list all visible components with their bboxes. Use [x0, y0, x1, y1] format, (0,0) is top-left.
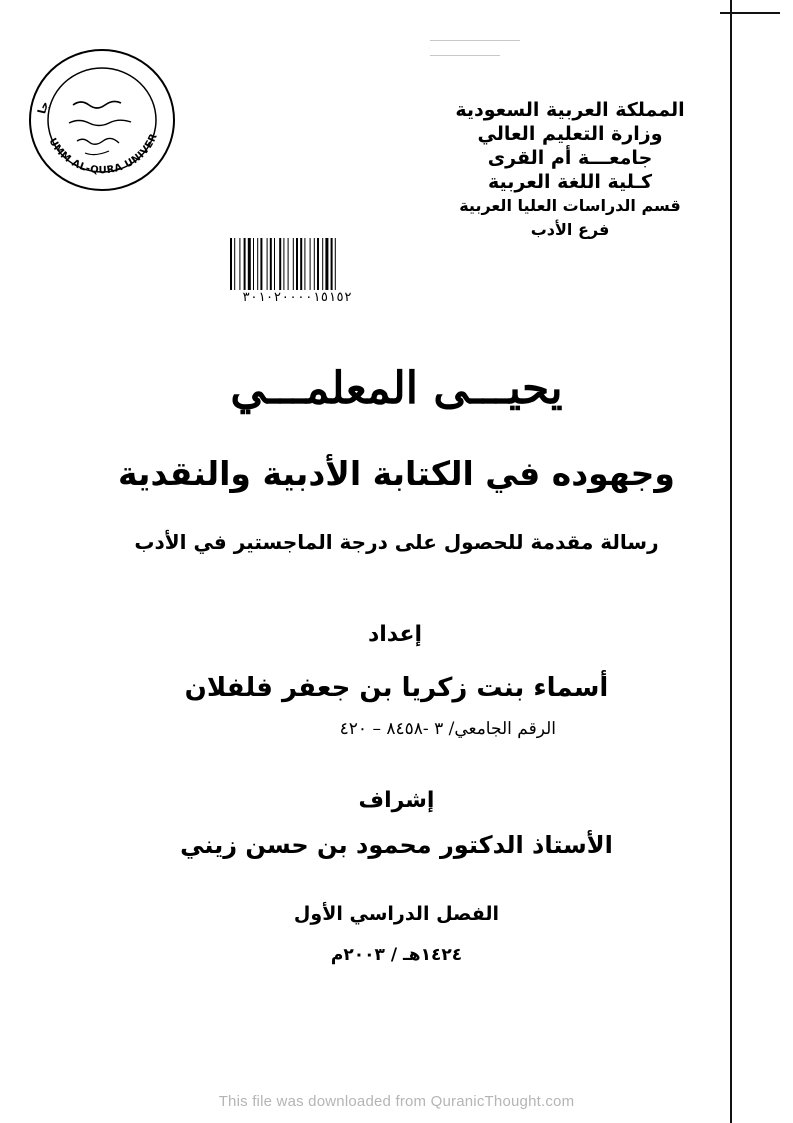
header-line-department: قسم الدراسات العليا العربية: [459, 196, 681, 215]
prepared-by-label: إعداد: [367, 622, 423, 647]
scan-artifact: [430, 55, 500, 56]
page-edge-tick: [720, 12, 780, 14]
barcode-number: ٣٠١٠٢٠٠٠٠١٥١٥٢: [242, 290, 352, 305]
barcode-bar: [325, 238, 328, 290]
barcode-bar: [335, 238, 336, 290]
header-line-university: جامعـــة أم القرى: [487, 147, 653, 169]
barcode-bar: [257, 238, 258, 290]
barcode-bar: [260, 238, 262, 290]
barcode-bar: [234, 238, 235, 290]
thesis-title: يحيـــى المعلمـــي: [230, 363, 563, 414]
barcode-bar: [248, 238, 251, 290]
svg-text:جامعة أم القرى مكة المكرمة: [25, 45, 52, 115]
seal-latin-text: UMM AL-QURA UNIVER: [46, 131, 160, 177]
thesis-subtitle: وجهوده في الكتابة الأدبية والنقدية: [118, 454, 675, 493]
barcode-bar: [300, 238, 302, 290]
thesis-purpose: رسالة مقدمة للحصول على درجة الماجستير في الأدب: [134, 530, 659, 554]
barcode-bar: [267, 238, 268, 290]
barcode-bar: [310, 238, 311, 290]
barcode-bar: [288, 238, 289, 290]
barcode-bar: [244, 238, 246, 290]
institution-header: [420, 98, 720, 242]
semester: الفصل الدراسي الأول: [293, 903, 500, 925]
barcode-bar: [270, 238, 272, 290]
barcode-bar: [253, 238, 254, 290]
barcode-bar: [283, 238, 284, 290]
barcode-bar: [274, 238, 275, 290]
header-line-kingdom: المملكة العربية السعودية: [455, 99, 685, 121]
supervisor-name: الأستاذ الدكتور محمود بن حسن زيني: [180, 831, 613, 859]
barcode-bar: [296, 238, 298, 290]
university-seal: [25, 45, 180, 195]
barcode-bar: [230, 238, 232, 290]
barcode-bar: [314, 238, 315, 290]
barcode-bar: [293, 238, 294, 290]
header-line-branch: فرع الأدب: [530, 220, 610, 239]
download-footer-note: This file was downloaded from QuranicThought.com: [218, 1093, 575, 1110]
barcode-bar: [322, 238, 323, 290]
barcode-bar: [304, 238, 305, 290]
barcode-bar: [331, 238, 333, 290]
barcode-bar: [317, 238, 319, 290]
seal-arabic-text: جا: [35, 99, 52, 116]
supervision-label: إشراف: [358, 788, 435, 813]
scan-artifact: [430, 40, 520, 41]
barcode-bar: [239, 238, 240, 290]
date: ١٤٢٤هـ / ٢٠٠٣م: [330, 945, 463, 965]
barcode-bar: [279, 238, 281, 290]
header-line-ministry: وزارة التعليم العالي: [477, 123, 663, 145]
header-line-college: كـلية اللغة العربية: [487, 171, 653, 193]
university-number: الرقم الجامعي/ ٣ -٨٤٥٨ – ٤٢٠: [339, 719, 556, 739]
author-name: أسماء بنت زكريا بن جعفر فلفلان: [184, 673, 609, 703]
